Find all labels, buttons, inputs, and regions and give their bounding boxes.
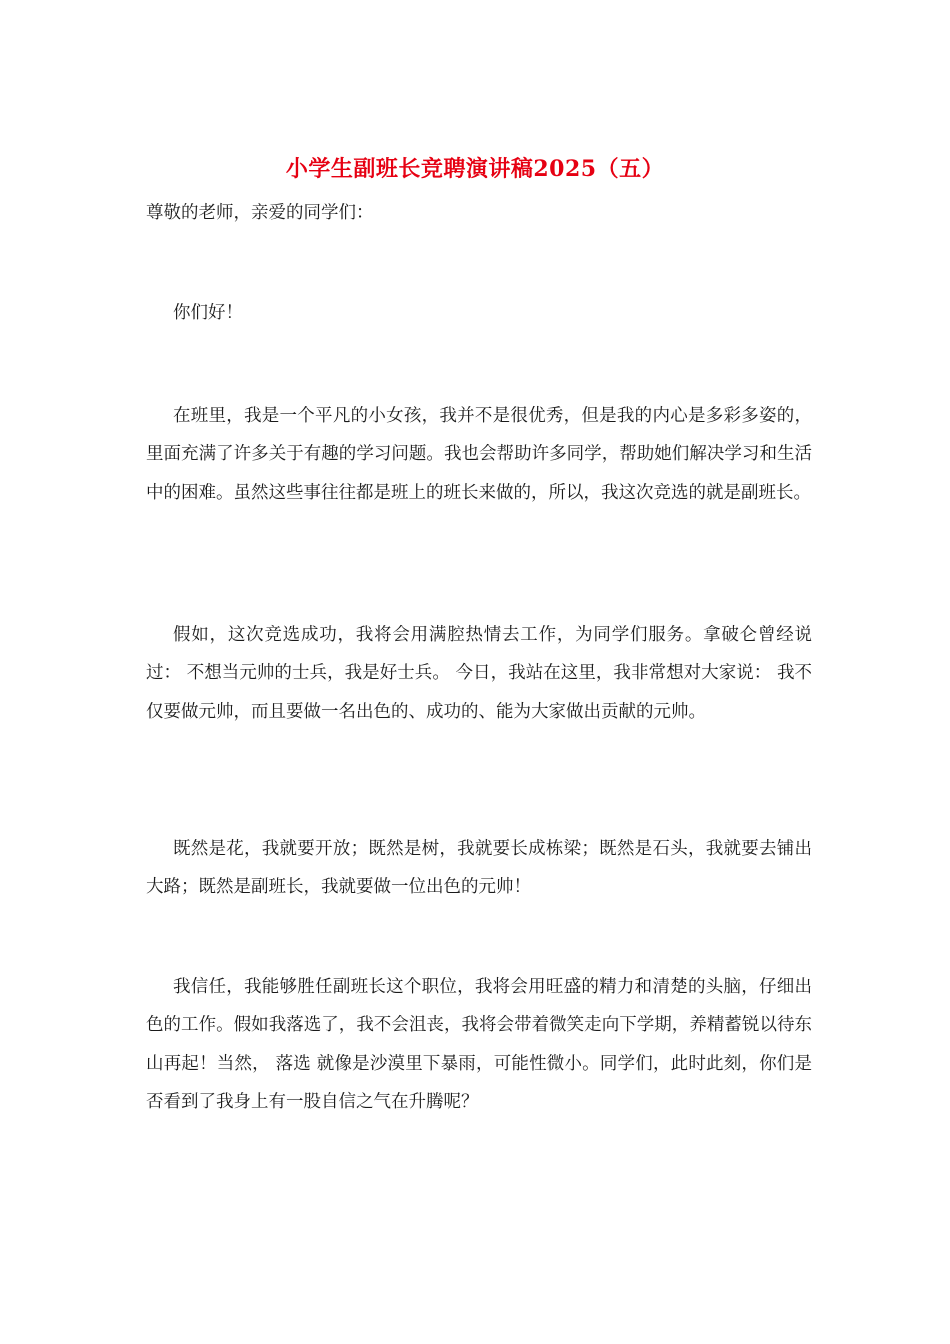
paragraph-resolve: 既然是花，我就要开放；既然是树，我就要长成栋梁；既然是石头，我就要去铺出大路；既然是副班长，我就要做一位出色的元帅！	[146, 839, 812, 898]
salutation: 尊敬的老师，亲爱的同学们：	[146, 203, 374, 223]
paragraph-commitment: 假如，这次竞选成功，我将会用满腔热情去工作，为同学们服务。拿破仑曾经说过： 不想当元帅的士兵，我是好士兵。 今日，我站在这里，我非常想对大家说： 我不仅要做元帅，而且要做一名出色的、成功的、能为大家做出贡献的元帅。	[146, 625, 812, 722]
paragraph-introduction: 在班里，我是一个平凡的小女孩，我并不是很优秀，但是我的内心是多彩多姿的，里面充满了许多关于有趣的学习问题。我也会帮助许多同学，帮助她们解决学习和生活中的困难。虽然这些事往往都是班上的班长来做的，所以，我这次竞选的就是副班长。	[146, 406, 812, 503]
paragraph-conclusion: 我信任，我能够胜任副班长这个职位，我将会用旺盛的精力和清楚的头脑，仔细出色的工作。假如我落选了，我不会沮丧，我将会带着微笑走向下学期，养精蓄锐以待东山再起！当然， 落选 就像是沙漠里下暴雨，可能性微小。同学们，此时此刻，你们是否看到了我身上有一股自信之气在升腾呢？	[146, 977, 812, 1112]
document-title: 小学生副班长竞聘演讲稿2025（五）	[285, 156, 665, 182]
paragraph-greeting: 你们好！	[173, 303, 243, 323]
